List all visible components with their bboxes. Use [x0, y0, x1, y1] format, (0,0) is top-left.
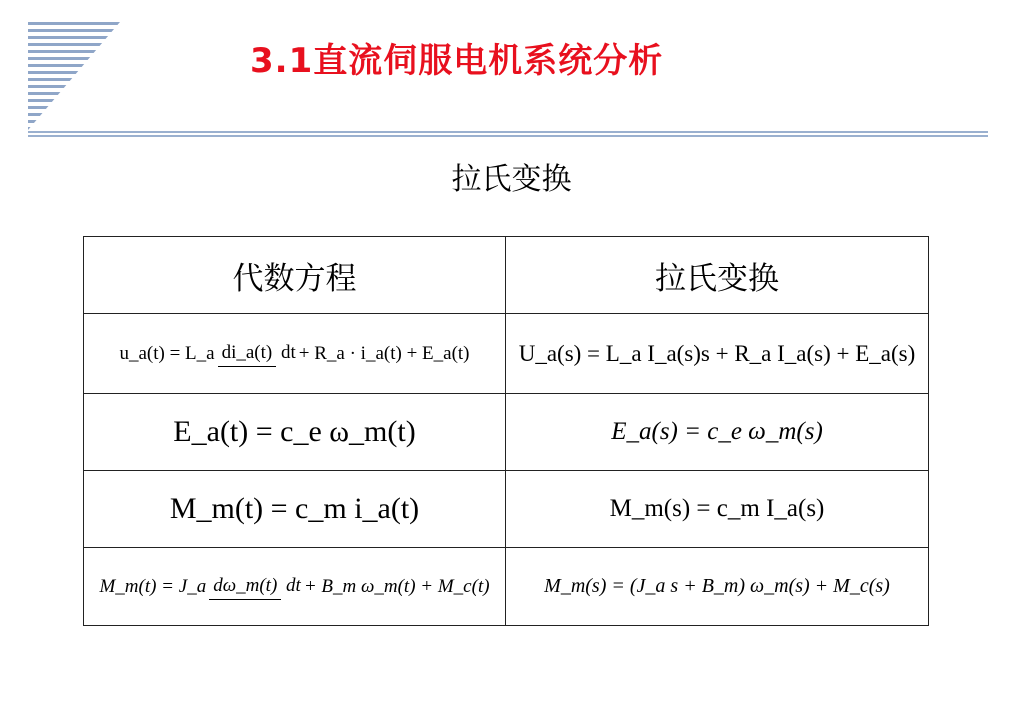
table-row	[84, 548, 929, 626]
header-rule-1	[28, 131, 988, 133]
torque-equation-time: M_m(t) = c_m i_a(t)	[169, 492, 420, 525]
table-row	[84, 314, 929, 394]
cell-torque-time	[84, 471, 506, 548]
back-emf-equation-time: E_a(t) = c_e ω_m(t)	[173, 415, 416, 448]
equation-table	[83, 236, 929, 626]
torque-equation-laplace: M_m(s) = c_m I_a(s)	[609, 495, 825, 522]
cell-voltage-equation-time	[84, 314, 506, 394]
cell-torque-laplace	[506, 471, 929, 548]
table-header-row	[84, 237, 929, 314]
header-rule-2	[28, 135, 988, 137]
cell-voltage-equation-laplace	[506, 314, 929, 394]
eq-denominator: dt	[286, 575, 301, 596]
striped-triangle-icon	[28, 22, 120, 130]
cell-mechanical-equation-laplace	[506, 548, 929, 626]
mechanical-equation-time	[99, 573, 489, 600]
header-laplace-transform: 拉氏变换	[506, 237, 929, 314]
table-row	[84, 394, 929, 471]
voltage-equation-time	[119, 340, 469, 367]
back-emf-equation-laplace: E_a(s) = c_e ω_m(s)	[611, 418, 823, 445]
eq-fraction	[218, 340, 296, 367]
eq-rhs: + R_a · i_a(t) + E_a(t)	[298, 342, 470, 364]
section-title: 拉氏变换	[451, 162, 572, 197]
mechanical-equation-laplace: M_m(s) = (J_a s + B_m) ω_m(s) + M_c(s)	[544, 575, 890, 597]
cell-back-emf-laplace	[506, 394, 929, 471]
eq-numerator: dω_m(t)	[209, 575, 281, 600]
eq-lhs: u_a(t) = L_a	[119, 342, 215, 364]
page-title: 3.1直流伺服电机系统分析	[250, 41, 664, 81]
eq-lhs: M_m(t) = J_a	[99, 575, 207, 597]
eq-fraction	[209, 573, 301, 600]
eq-denominator: dt	[281, 342, 296, 363]
voltage-equation-laplace: U_a(s) = L_a I_a(s)s + R_a I_a(s) + E_a(s)	[518, 340, 916, 366]
cell-mechanical-equation-time	[84, 548, 506, 626]
cell-back-emf-time	[84, 394, 506, 471]
table-row	[84, 471, 929, 548]
eq-numerator: di_a(t)	[218, 342, 277, 367]
header-algebraic-equations: 代数方程	[84, 237, 506, 314]
eq-rhs: + B_m ω_m(t) + M_c(t)	[303, 575, 490, 597]
